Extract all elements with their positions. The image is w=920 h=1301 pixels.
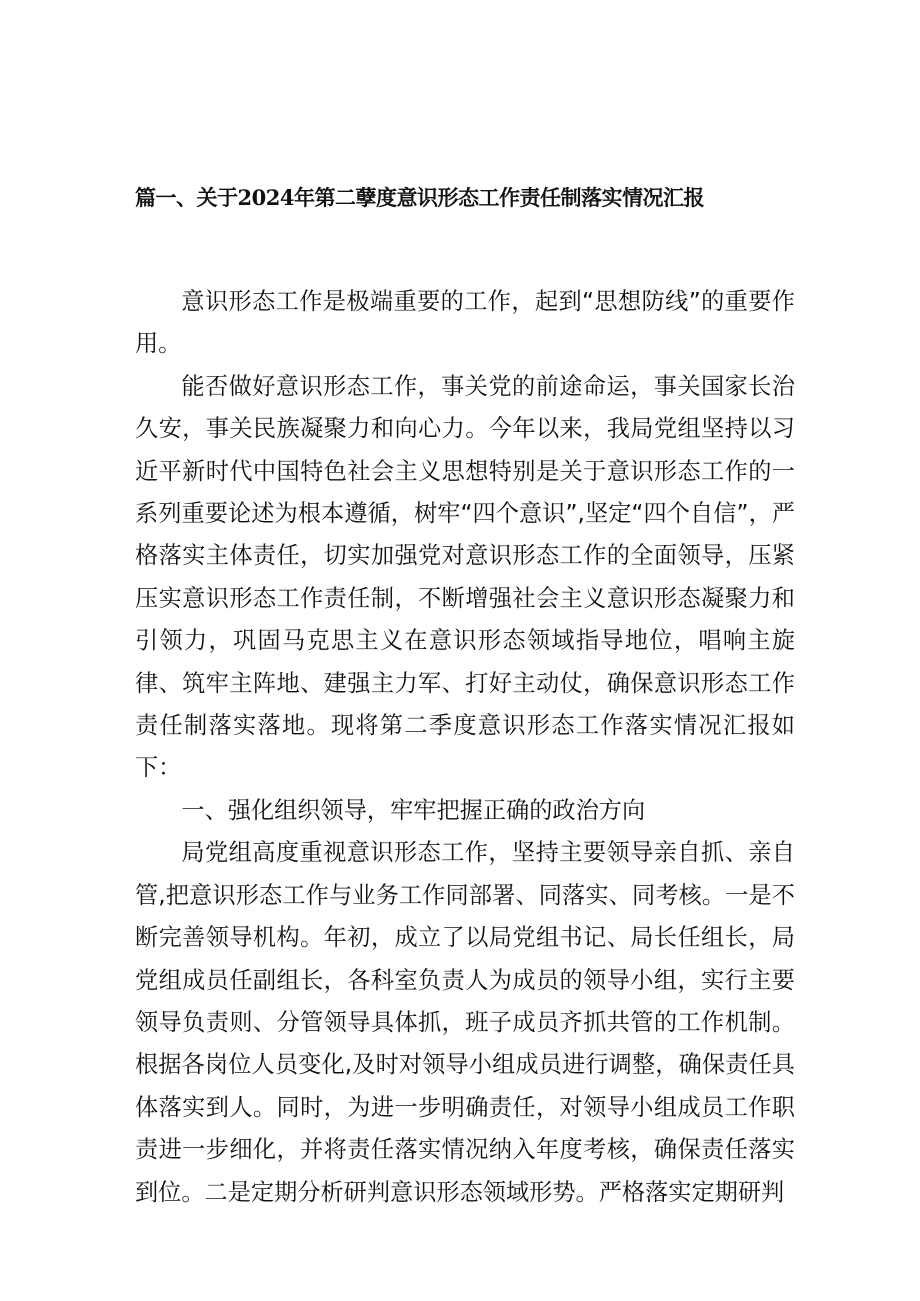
document-body (135, 281, 795, 1214)
paragraph-background: 能否做好意识形态工作，事关党的前途命运，事关国家长治久安，事关民族凝聚力和向心力。今年以来，我局党组坚持以习近平新时代中国特色社会主义思想特别是关于意识形态工作的一系列重要论述为根本遵循，树牢“四个意识”,坚定“四个自信”，严格落实主体责任，切实加强党对意识形态工作的全面领导，压紧压实意识形态工作责任制，不断增强社会主义意识形态凝聚力和引领力，巩固马克思主义在意识形态领域指导地位，唱响主旋律、筑牢主阵地、建强主力军、打好主动仗，确保意识形态工作责任制落实落地。现将第二季度意识形态工作落实情况汇报如下： (135, 372, 795, 782)
paragraph-section-1: 局党组高度重视意识形态工作，坚持主要领导亲自抓、亲自管,把意识形态工作与业务工作同部署、同落实、同考核。一是不断完善领导机构。年初，成立了以局党组书记、局长任组长，局党组成员任副组长，各科室负责人为成员的领导小组，实行主要领导负责则、分管领导具体抓，班子成员齐抓共管的工作机制。根据各岗位人员变化,及时对领导小组成员进行调整，确保责任具体落实到人。同时，为进一步明确责任，对领导小组成员工作职责进一步细化，并将责任落实情况纳入年度考核，确保责任落实到位。二是定期分析研判意识形态领域形势。严格落实定期研判 (135, 839, 795, 1206)
paragraph-intro: 意识形态工作是极端重要的工作，起到“思想防线”的重要作用。 (135, 288, 795, 358)
document-title: 篇一、关于2024年第二孽度意识形态工作责任制落实情况汇报 (135, 185, 704, 210)
section-heading-1: 一、强化组织领导，牢牢把握正确的政治方向 (181, 796, 646, 824)
